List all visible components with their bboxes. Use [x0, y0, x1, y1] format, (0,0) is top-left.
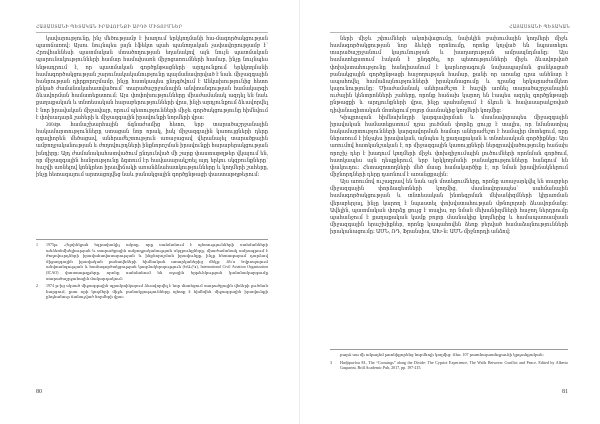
right-page — [300, 0, 600, 424]
body-text — [36, 36, 268, 179]
footnote-marker: 3 — [330, 359, 332, 365]
paragraph: Կիպրոսյան հիմնախնդրի կարգավորման և մասնավորապես միջազգային իրավական համատեքստում դրա լուծման փորձը ցույց է տալիս, որ նմանատիպ հակամարտությունների կարգավորման համար անհրաժեշտ է համալիր մոտեցում, որը ներառում է ինչպես իրավական, այնպես էլ քաղաքական և տնտեսական գործիքներ։ Այս առումով հատկանշական է, որ միջազգային կառույցների ներգրավվածությունը հաճախ որոշիչ դեր է խաղում կողմերի միջև փոխզիջումային լուծումների որոնման գործում, հատկապես այն դեպքերում, երբ երկկողմանի բանակցությունները հանգում են փակուղու։ Հետազոտողների մեծ մասը համակարծիք է, որ նման իրավիճակներում միջնորդների դերը դառնում է առանցքային։ — [330, 114, 568, 178]
paragraph: Այս առումով ուշագրավ են նաև այն մոտեցումները, որոնք առաջարկվել են տարբեր միջազգային փորձագետների կողմից, մասնավորապես՝ սահմանային համագործակցության և տնտեսական ինտեգրման մեխանիզմների կիրառման վերաբերյալ, ինչը կարող է նպաստել փոխվստահության մթնոլորտի ձևավորմանը։ Ավելին, պատմական փորձը ցույց է տալիս, որ նման մեխանիզմների հաջող ներդրումը պահանջում է քաղաքական կամք բոլոր մասնակից կողմերից և համապատասխան միջազգային երաշխիքներ, որոնք կապահովեն ձեռք բերված համաձայնությունների իրականացումը։ ԱՄՆ, ՌԴ, Ֆրանսիա, ԱԽ-ն։ ԱՄՆ միջնորդի անձով։ — [330, 179, 568, 236]
footnote — [330, 352, 568, 358]
footnote-marker: 1 — [36, 242, 38, 247]
footnote-text: Hadjipavlou M., The “Crossings” along the Divide: The Cypriot Experience, The Walls Between: Conflict and Peace, Edited by Alberto Gasparini, Brill Academic Pub, 2017, pp. 197-215. — [340, 359, 568, 371]
footnote-marker: 2 — [36, 283, 38, 289]
footnote-text: 1974 թ-ից սկսած միջազգային պրակտիկայում ձևավորվել է նոր մոտեցում տարածքային վեճերի լուծման հարցում, ըստ որի կողմերի միջև բանակցությունները պետք է հիմնվեն միջազգային իրավունքի ընդհանուր ճանաչված նորմերի վրա։ — [46, 283, 268, 300]
footnote — [36, 242, 268, 281]
footnote-text: 1975թ. Հելսինկյան եզրափակիչ ակտը, որը սահմանում է պետությունների սահմանների անձեռնմխելիության և տարածքային ամբողջականության սկզբունքները, միաժամանակ ամրագրում է ժողովուրդների իրավահավասարության և ինքնորոշման իրավունքը, ինչը հետագայում դարձավ միջազգային իրավական բանավեճերի հիմնական առարկաներից մեկը։ Տե՛ս Եվրոպայում անվտանգության և համագործակցության կազմակերպություն (ԵԱՀԿ), International Civil Aviation Organization (ICAO) փաստաթղթերը, որոնք սահմանում են օդային երթևեկության կանոնակարգումը տարածաշրջանային մակարդակում։ — [46, 242, 268, 281]
page-number: 81 — [562, 389, 568, 395]
footnote-rule — [36, 239, 268, 240]
page-number: 80 — [36, 389, 42, 395]
header-rule — [330, 32, 568, 33]
footnotes — [36, 242, 268, 302]
running-header: ՀԱՅԱՍՏԱՆԻ ՊԵՏԱԿԱՆ ԻՐԱՎՈՒՆՔԻ ԱՐԴԻ ՄԻՏՈՒՄՆԵՐ — [36, 24, 183, 29]
footnotes — [330, 352, 568, 373]
header-rule — [36, 32, 268, 33]
paragraph: 2004թ. համաշխարհային ճգնաժամից հետո, երբ տարածաշրջանային հակամարտությունները ստացան նոր որակ, իսկ միջազգային կառույցների դերը զգալիորեն մեծացավ, անհրաժեշտություն առաջացավ վերանայել տարածքային ամբողջականության և ժողովուրդների ինքնորոշման իրավունքի հարաբերակցության խնդիրը։ Այդ ժամանակահատվածում ընդունված մի շարք փաստաթղթեր վկայում են, որ միջազգային հանրությունը ձգտում էր հավասարակշռել այդ երկու սկզբունքները՝ հաշվի առնելով կոնկրետ իրավիճակի առանձնահատկությունները և կողմերի շահերը, ինչը հետագայում արտացոլվեց նաև բանակցային գործընթացի փաստաթղթերում։ — [36, 121, 268, 178]
footnote-rule — [330, 349, 568, 350]
paragraph: կավարությունը, ինչ մեծությամբ է խաղում երկկողմանի հա-մագործակցության պատճառով։ Այսու նույնպես լայն էֆեկտ պահ պանողական չափավորությամբ է՝ Հրովհաննեսի պատմական մտածողության եղանակով այն նույն պատմական պարունակությունների համար համախառն միջոցառումների համար, ինչը նույնպես ենթադրում է, որ պատմական գործընթացների արդյունքում երկկողմանի համագործակցության շարունակականությունը պայմանավորված է նաև միջազգային հանրության դիրքորոշմամբ, ինչը հատկապես ընդգծվում է Անկախությունից հետո ընկած ժամանակահատվածում՝ տարածաշրջանային անվտանգության համակարգի ձևավորման համատեքստում։ Այս փոփոխությունները միաժամանակ ազդել են նաև քաղաքական և տնտեսական հարաբերությունների վրա, ինչի արդյունքում ձևավորվել է նոր իրավական միջավայր, որում պետությունների միջև գործակցությունը հիմնվում է փոխադարձ շահերի և միջազգային իրավունքի նորմերի վրա։ — [36, 36, 268, 121]
paragraph: ների միջև շփումների ակտիվացումը, նախկին բախումային կողմերի միջև համագործակցության նոր ձևերի որոնումը, որոնք կոչված են նպաստելու տարածաշրջանում կայունության և խաղաղության ամրապնդմանը։ Այս համատեքստում էական է ընդգծել, որ պետությունների միջև ձևավորված փոխվստահությունը հանդիսանում է կարևորագույն նախապայման ցանկացած բանակցային գործընթացի հաջողության համար, քանի որ առանց դրա անհնար է ապահովել համաձայնությունների իրականացումը և դրանց երկարաժամկետ կայունությունը։ Միաժամանակ անհրաժեշտ է հաշվի առնել տարածաշրջանային ուժային կենտրոնների շահերը, որոնք հաճախ կարող են էապես ազդել գործընթացի ընթացքի և արդյունքների վրա, ինչը պահանջում է ճկուն և հավասարակշռված դիվանագիտական մոտեցում բոլոր մասնակից կողմերի կողմից։ — [330, 36, 568, 114]
body-text — [330, 36, 568, 236]
footnote-text: բարձ սա մի ակադեմ թոռնիքորենց նորմնոյի կողմից։ Տես. 107 րատնայատնդյաւնի կրդանքական։ — [340, 352, 544, 357]
running-header: ՀԱՅԱՍՏԱՆԻ ՊԵՏԱԿԱՆ — [509, 24, 570, 29]
footnote — [330, 360, 568, 371]
footnote — [36, 283, 268, 300]
